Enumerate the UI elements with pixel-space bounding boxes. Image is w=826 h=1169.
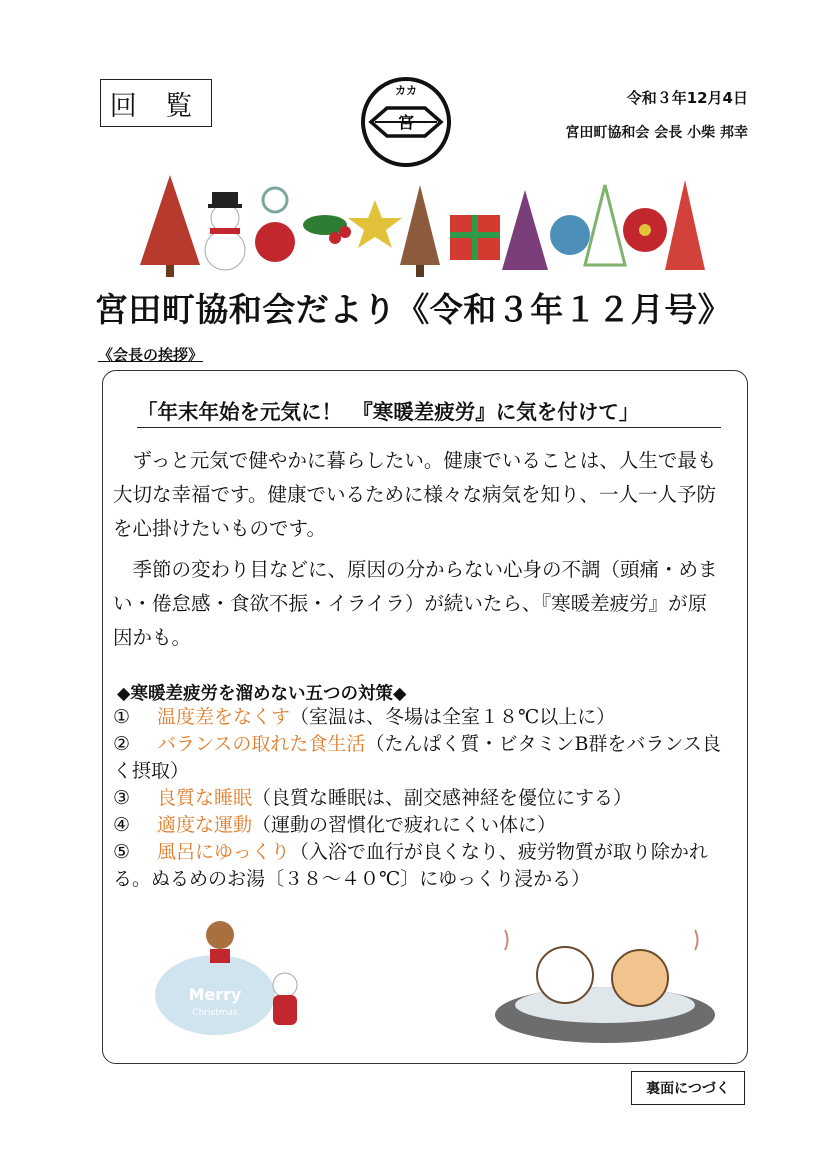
star-icon (348, 200, 402, 248)
list-item: ⑤ 風呂にゆっくり（入浴で血行が良くなり、疲労物質が取り除かれる。ぬるめのお湯〔３８～４０℃〕にゆっくり浸かる） (113, 841, 708, 890)
newsletter-title: 宮田町協和会だより《令和３年１２月号》 (94, 290, 732, 329)
gift-icon (450, 215, 500, 260)
poinsettia-icon (623, 208, 667, 252)
circulation-box (100, 79, 212, 127)
onsen-cats-illustration (485, 920, 725, 1045)
list-item: ① 温度差をなくす（室温は、冬場は全室１８℃以上に） (113, 706, 616, 728)
continue-label: 裏面につづく (646, 1081, 730, 1097)
paragraph-1: ずっと元気で健やかに暮らしたい。健康でいることは、人生で最も大切な幸福です。健康でいるために様々な病気を知り、一人一人予防を心掛けたいものです。 (113, 449, 717, 540)
author-line: 宮田町協和会 会長 小柴 邦幸 (565, 125, 748, 141)
measures-heading: ◆寒暖差疲労を溜めない五つの対策◆ (117, 684, 407, 704)
section-label: 《会長の挨拶》 (98, 346, 204, 364)
christmas-text: Christmas (192, 1008, 238, 1018)
list-item: ④ 適度な運動（運動の習慣化で疲れにくい体に） (113, 814, 557, 836)
measures-list (113, 704, 725, 893)
snowflake-ornament-icon (255, 188, 295, 262)
issue-date: 令和３年12月4日 (626, 89, 748, 107)
continue-box (631, 1071, 745, 1105)
snowman-icon (205, 192, 245, 270)
reindeer-icon (206, 921, 234, 949)
merry-text: Merry (188, 985, 242, 1004)
green-tree-icon (585, 185, 625, 265)
red-tree-icon (665, 180, 705, 270)
emblem-top-character: カカ (395, 84, 417, 97)
brown-tree-icon (400, 185, 440, 277)
santa-icon (273, 973, 297, 997)
santa-illustration (120, 905, 310, 1040)
article-subtitle: 「年末年始を元気に！ 『寒暖差疲労』に気を付けて」 (137, 395, 721, 428)
circulation-label: 回 覧 (109, 90, 203, 122)
cat-icon (537, 947, 593, 1003)
list-item: ③ 良質な睡眠（良質な睡眠は、副交感神経を優位にする） (113, 787, 633, 809)
paragraph-2: 季節の変わり目などに、原因の分からない心身の不調（頭痛・めまい・倦怠感・食欲不振・イライラ）が続いたら、『寒暖差疲労』が原因かも。 (113, 558, 718, 649)
blue-ornament-icon (550, 215, 590, 255)
list-item: ② バランスの取れた食生活（たんぱく質・ビタミンB群をバランス良く摂取） (113, 733, 721, 782)
tree-icon (140, 175, 200, 277)
purple-tree-icon (502, 190, 548, 270)
christmas-banner (130, 170, 710, 280)
emblem-character: 宮 (397, 113, 415, 132)
cat-icon (612, 950, 668, 1006)
holly-icon (303, 215, 351, 244)
town-emblem (357, 70, 455, 168)
